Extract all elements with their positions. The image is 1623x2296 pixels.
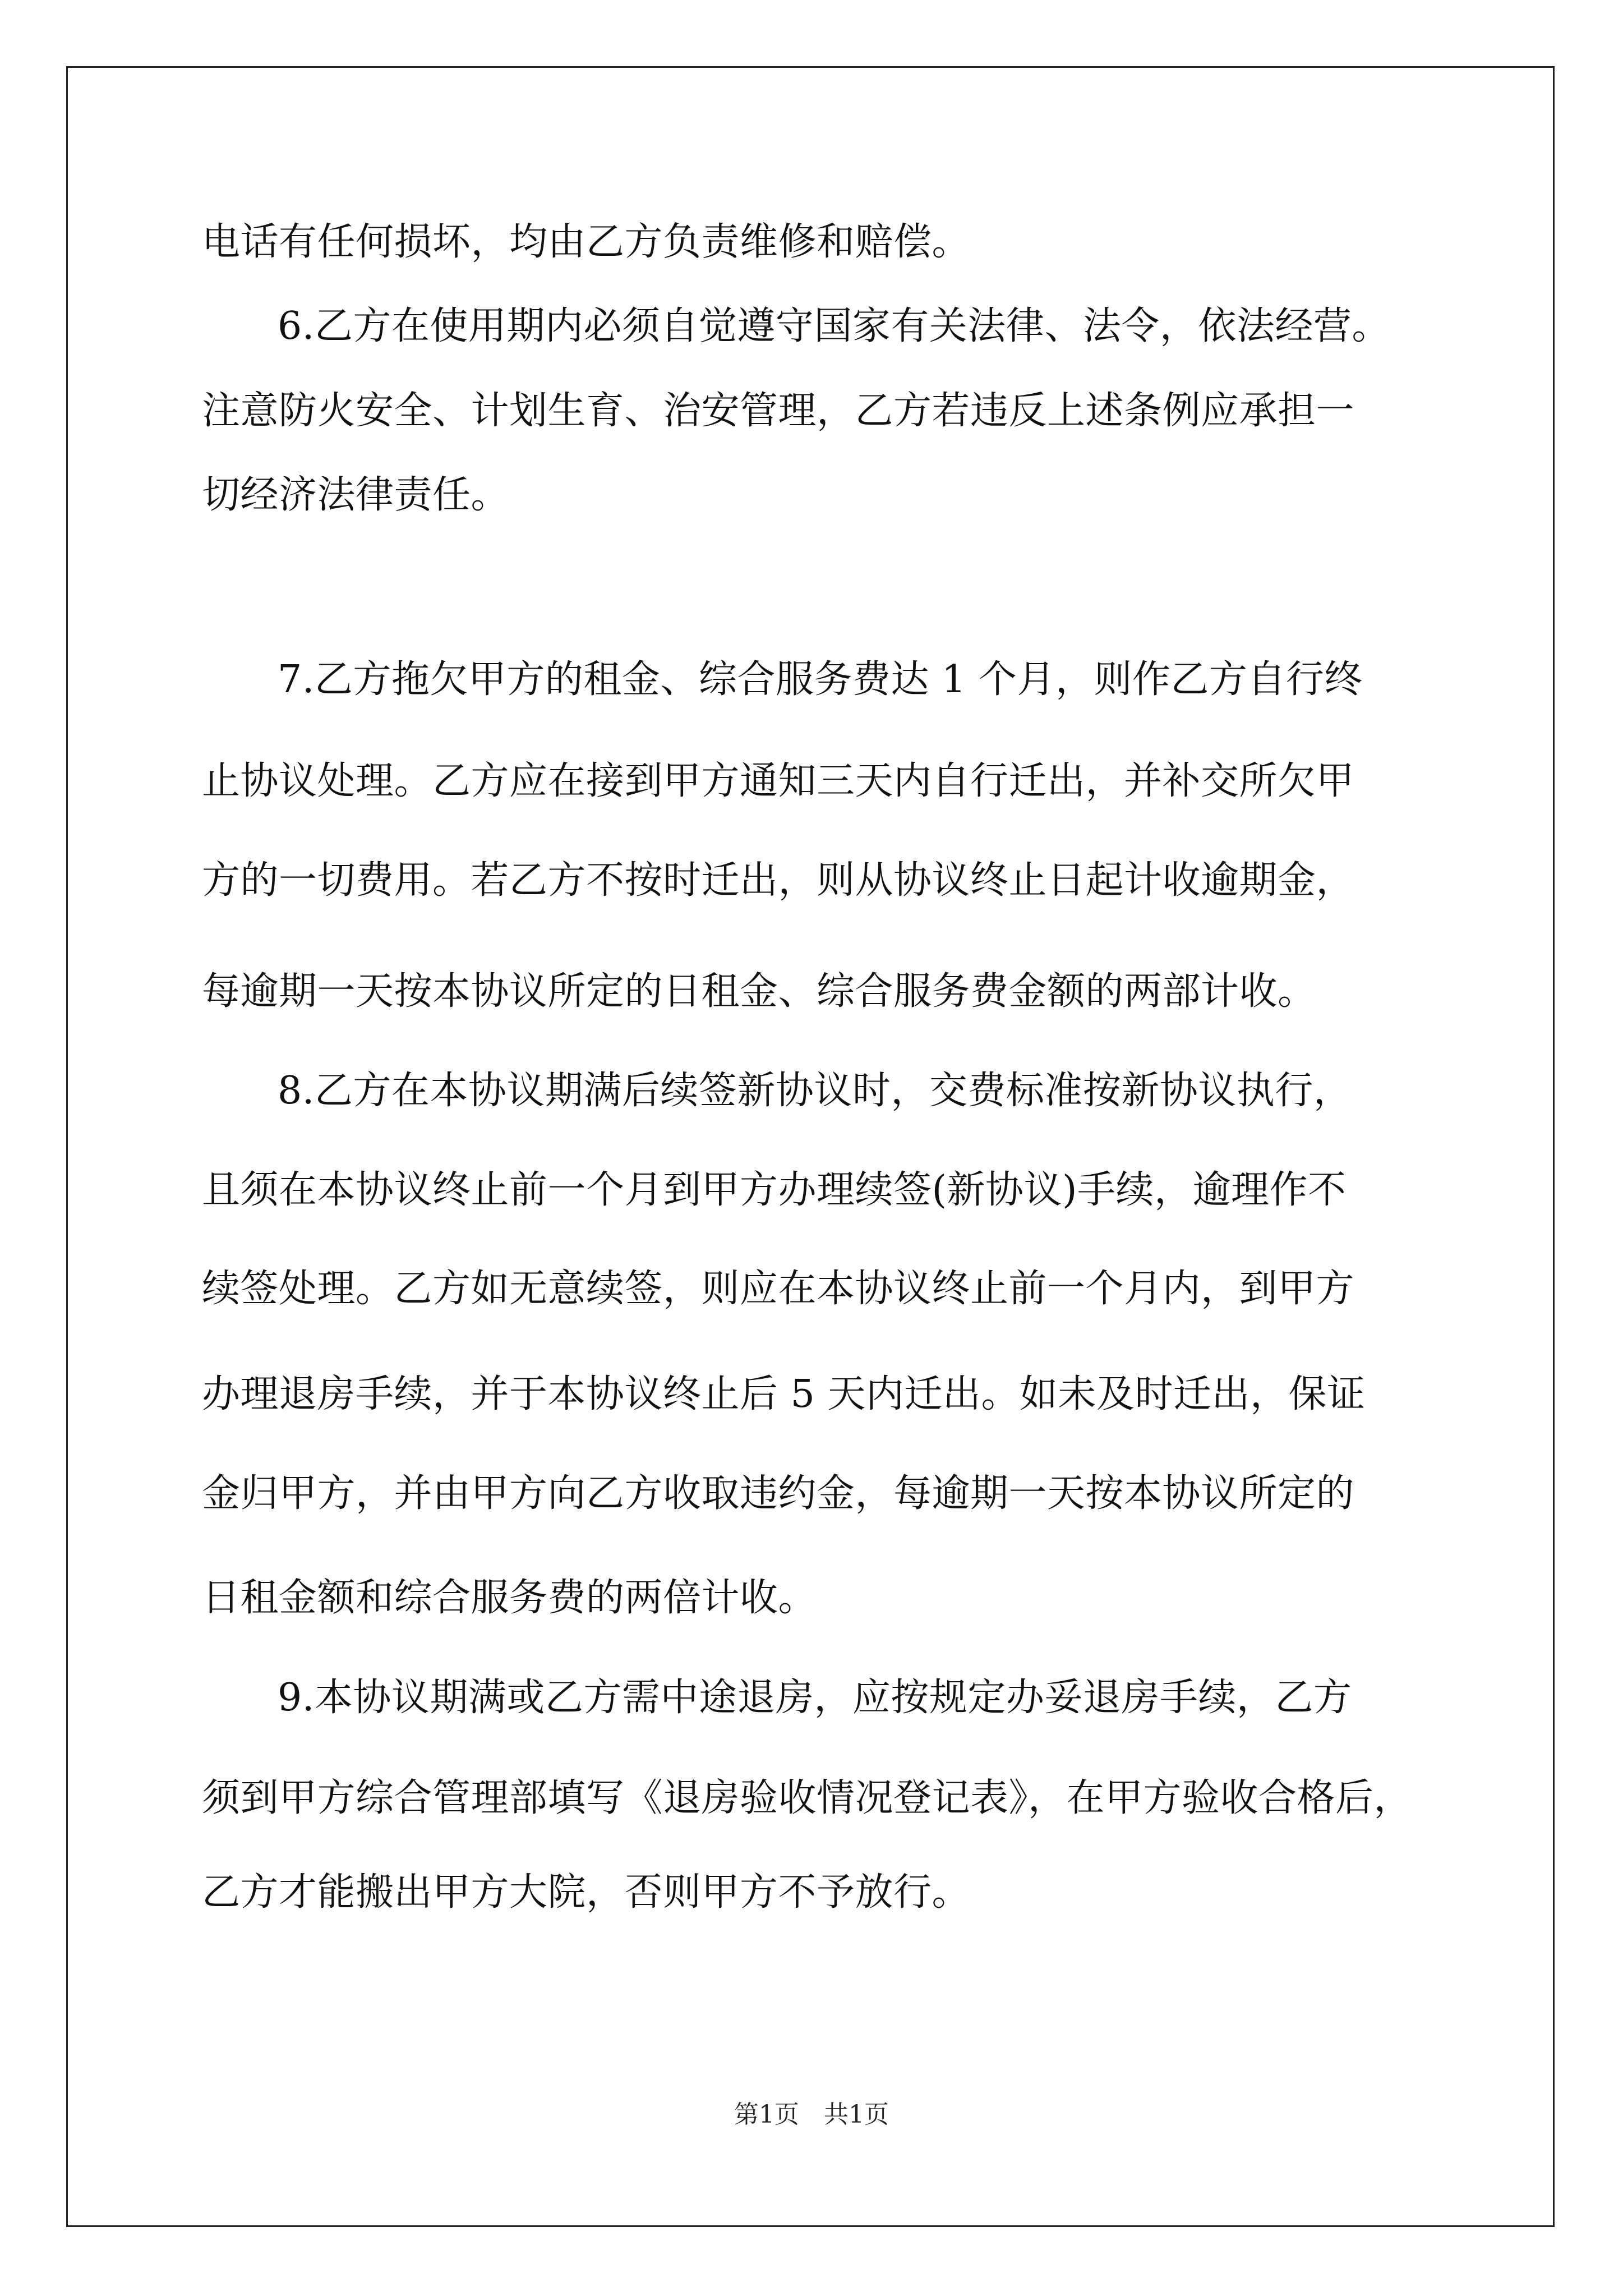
text-line: 日租金额和综合服务费的两倍计收。: [202, 1576, 817, 1620]
text-line: 电话有任何损坏，均由乙方负责维修和赔偿。: [202, 220, 971, 264]
text-line: 6.乙方在使用期内必须自觉遵守国家有关法律、法令，依法经营。: [278, 304, 1390, 348]
text-line: 止协议处理。乙方应在接到甲方通知三天内自行迁出，并补交所欠甲: [202, 759, 1355, 803]
text-line: 8.乙方在本协议期满后续签新协议时，交费标准按新协议执行，: [278, 1069, 1352, 1113]
text-line: 乙方才能搬出甲方大院，否则甲方不予放行。: [202, 1870, 971, 1915]
text-line: 9.本协议期满或乙方需中途退房，应按规定办妥退房手续，乙方: [278, 1676, 1352, 1720]
text-line: 金归甲方，并由甲方向乙方收取违约金，每逾期一天按本协议所定的: [202, 1471, 1355, 1516]
text-line: 方的一切费用。若乙方不按时迁出，则从协议终止日起计收逾期金，: [202, 858, 1355, 903]
text-line: 办理退房手续，并于本协议终止后 5 天内迁出。如未及时迁出，保证: [202, 1372, 1366, 1416]
text-line: 7.乙方拖欠甲方的租金、综合服务费达 1 个月，则作乙方自行终: [278, 657, 1363, 702]
text-line: 切经济法律责任。: [202, 473, 510, 517]
text-line: 注意防火安全、计划生育、治安管理，乙方若违反上述条例应承担一: [202, 389, 1355, 433]
text-line: 须到甲方综合管理部填写《退房验收情况登记表》，在甲方验收合格后，: [202, 1776, 1413, 1820]
text-line: 且须在本协议终止前一个月到甲方办理续签(新协议)手续，逾理作不: [202, 1168, 1347, 1212]
text-line: 每逾期一天按本协议所定的日租金、综合服务费金额的两部计收。: [202, 969, 1316, 1014]
text-line: 续签处理。乙方如无意续签，则应在本协议终止前一个月内，到甲方: [202, 1267, 1355, 1311]
page-number: 第1页 共1页: [734, 2100, 889, 2129]
